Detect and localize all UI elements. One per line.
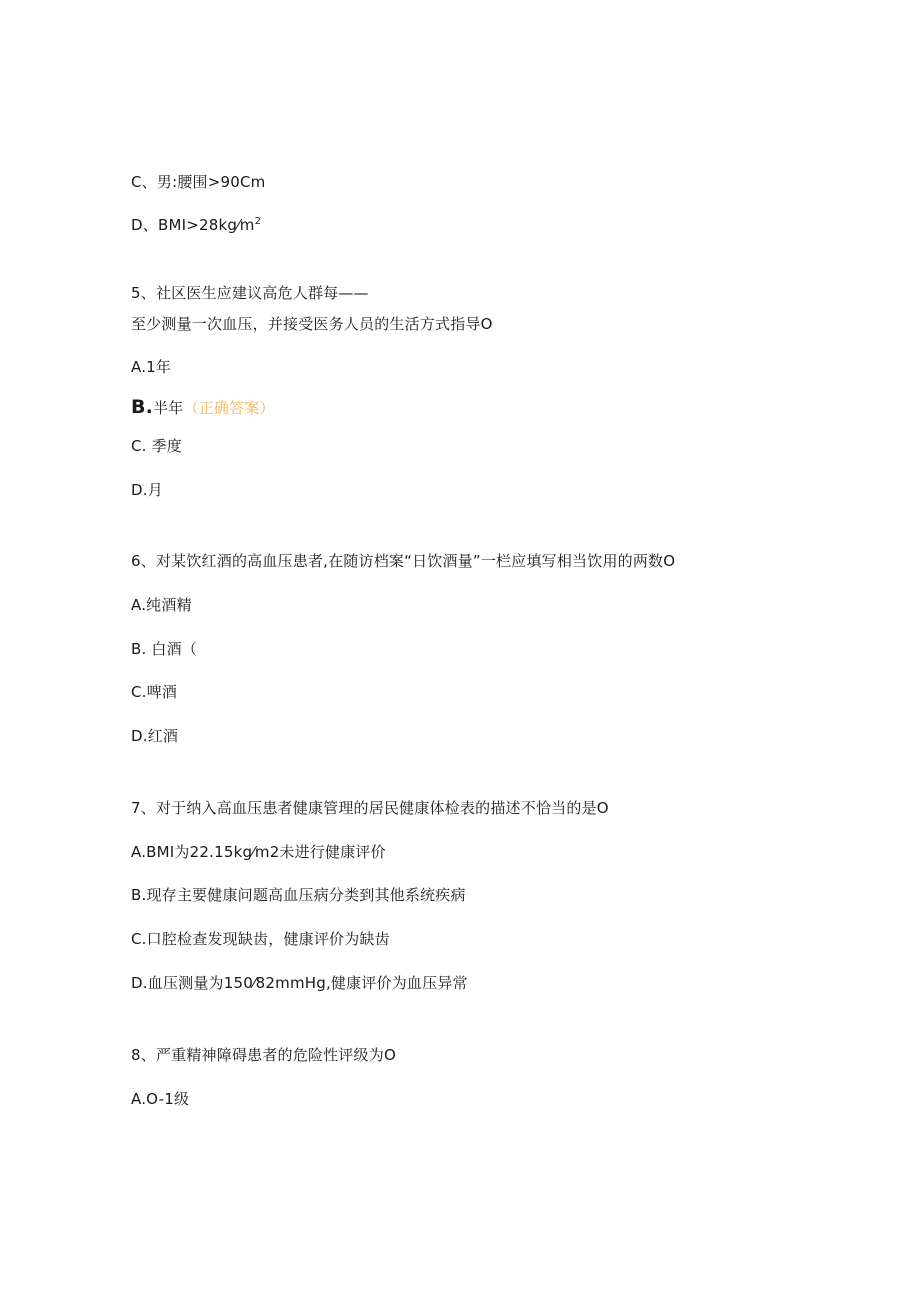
q4-option-c: C、男:腰围>90Cm <box>131 173 266 191</box>
q5-option-b-text: 半年 <box>153 399 184 417</box>
q7-option-a: A.BMI为22.15kg⁄m2未进行健康评价 <box>131 843 386 861</box>
q4-option-d-text: D、BMI>28kg⁄m <box>131 216 255 234</box>
q6-option-b: B. 白酒（ <box>131 640 198 658</box>
q5-stem-line-2: 至少测量一次血压，并接受医务人员的生活方式指导O <box>131 315 493 333</box>
q5-option-b-letter: B. <box>131 396 154 418</box>
correct-answer-marker: （正确答案） <box>183 399 275 417</box>
q7-option-b: B.现存主要健康问题高血压病分类到其他系统疾病 <box>131 886 466 904</box>
q7-option-d: D.血压测量为150⁄82mmHg,健康评价为血压异常 <box>131 974 468 992</box>
q7-stem: 7、对于纳入高血压患者健康管理的居民健康体检表的描述不恰当的是O <box>131 799 609 817</box>
q5-option-b <box>131 397 275 418</box>
q6-stem: 6、对某饮红酒的高血压患者,在随访档案“日饮酒量”一栏应填写相当饮用的两数O <box>131 552 676 570</box>
q8-option-a: A.O-1级 <box>131 1090 190 1108</box>
q4-option-d-superscript: 2 <box>254 216 262 227</box>
q6-option-c: C.啤酒 <box>131 683 178 701</box>
q6-option-a: A.纯酒精 <box>131 596 192 614</box>
q4-option-d <box>131 215 261 235</box>
q5-stem-line-1: 5、社区医生应建议高危人群每—— <box>131 284 369 302</box>
q7-option-c: C.口腔检查发现缺齿，健康评价为缺齿 <box>131 930 390 948</box>
q5-option-c: C. 季度 <box>131 437 183 455</box>
q5-option-d: D.月 <box>131 481 163 499</box>
q5-option-a: A.1年 <box>131 358 172 376</box>
q8-stem: 8、严重精神障碍患者的危险性评级为O <box>131 1046 396 1064</box>
q6-option-d: D.红酒 <box>131 727 179 745</box>
